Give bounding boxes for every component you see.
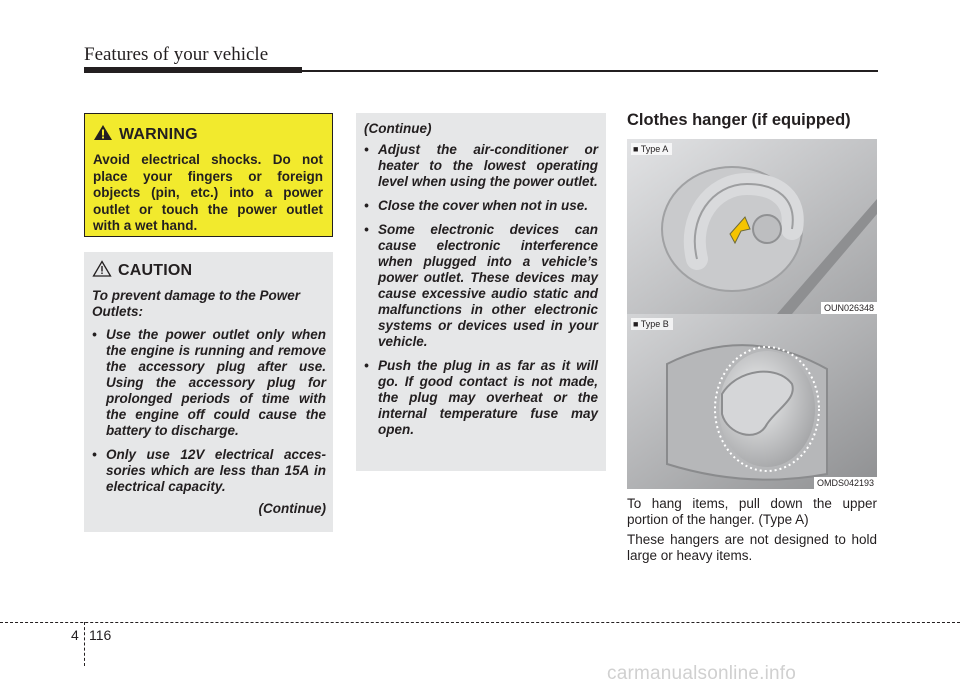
- page-number: 116: [89, 627, 112, 643]
- warning-triangle-icon: [93, 124, 113, 146]
- caution-list: [92, 327, 326, 495]
- header-rule-accent: [84, 67, 302, 73]
- footer-rule: [0, 622, 960, 623]
- continued-item: • Push the plug in as far as it will go. If good contact is not made, the plug may overheat or the internal temperature fuse may open.: [364, 358, 598, 438]
- caution-box: [84, 252, 333, 532]
- photo-a-code: OUN026348: [821, 302, 877, 314]
- continued-list: [364, 142, 598, 438]
- footer-divider: [84, 622, 85, 666]
- caution-header: [92, 260, 326, 282]
- photo-b-tag: ■ Type B: [631, 318, 673, 330]
- page-header-title: Features of your vehicle: [84, 44, 269, 65]
- caution-item: • Only use 12V electrical acces- sories which are less than 15A in electrical capacity.: [92, 447, 326, 495]
- chapter-number: 4: [71, 627, 79, 643]
- hanger-photo-type-b: [627, 314, 877, 489]
- continued-box: [356, 113, 606, 471]
- watermark: carmanualsonline.info: [607, 663, 797, 684]
- continued-item: • Some electronic devices can cause electronic interference when plugged into a vehicle’s power outlet. These devices may cause excessive audio static and malfunctions in other electronic systems or devices used in your vehicle.: [364, 222, 598, 350]
- caution-intro: To prevent damage to the Power Outlets:: [92, 288, 301, 319]
- continued-label: (Continue): [364, 121, 432, 136]
- photo-a-tag: ■ Type A: [631, 143, 672, 155]
- hanger-note-text: These hangers are not designed to hold large or heavy items.: [627, 532, 877, 563]
- hanger-type-b-illustration: [627, 314, 877, 489]
- hanger-type-a-illustration: [627, 139, 877, 314]
- caution-item: • Use the power outlet only when the engine is running and remove the accessory plug after use. Using the accessory plug for prolonged periods of time with the engine off could cause the battery to discharge.: [92, 327, 326, 439]
- warning-header: [93, 124, 323, 146]
- continued-item: • Close the cover when not in use.: [364, 198, 598, 214]
- warning-text: Avoid electrical shocks. Do not place your fingers or foreign objects (pin, etc.) into a power outlet or touch the power outlet with a wet hand.: [93, 152, 323, 233]
- hanger-photo-type-a: [627, 139, 877, 314]
- section-title: Clothes hanger (if equipped): [627, 111, 851, 129]
- hanger-instruction-text: To hang items, pull down the upper portion of the hanger. (Type A): [627, 496, 877, 527]
- photo-b-code: OMDS042193: [814, 477, 877, 489]
- warning-title: WARNING: [119, 126, 198, 143]
- warning-box: [84, 113, 333, 237]
- caution-title: CAUTION: [118, 262, 193, 279]
- caution-continue: (Continue): [258, 501, 326, 516]
- continued-item: • Adjust the air-conditioner or heater to the lowest operating level when using the power outlet.: [364, 142, 598, 190]
- caution-triangle-icon: [92, 260, 112, 282]
